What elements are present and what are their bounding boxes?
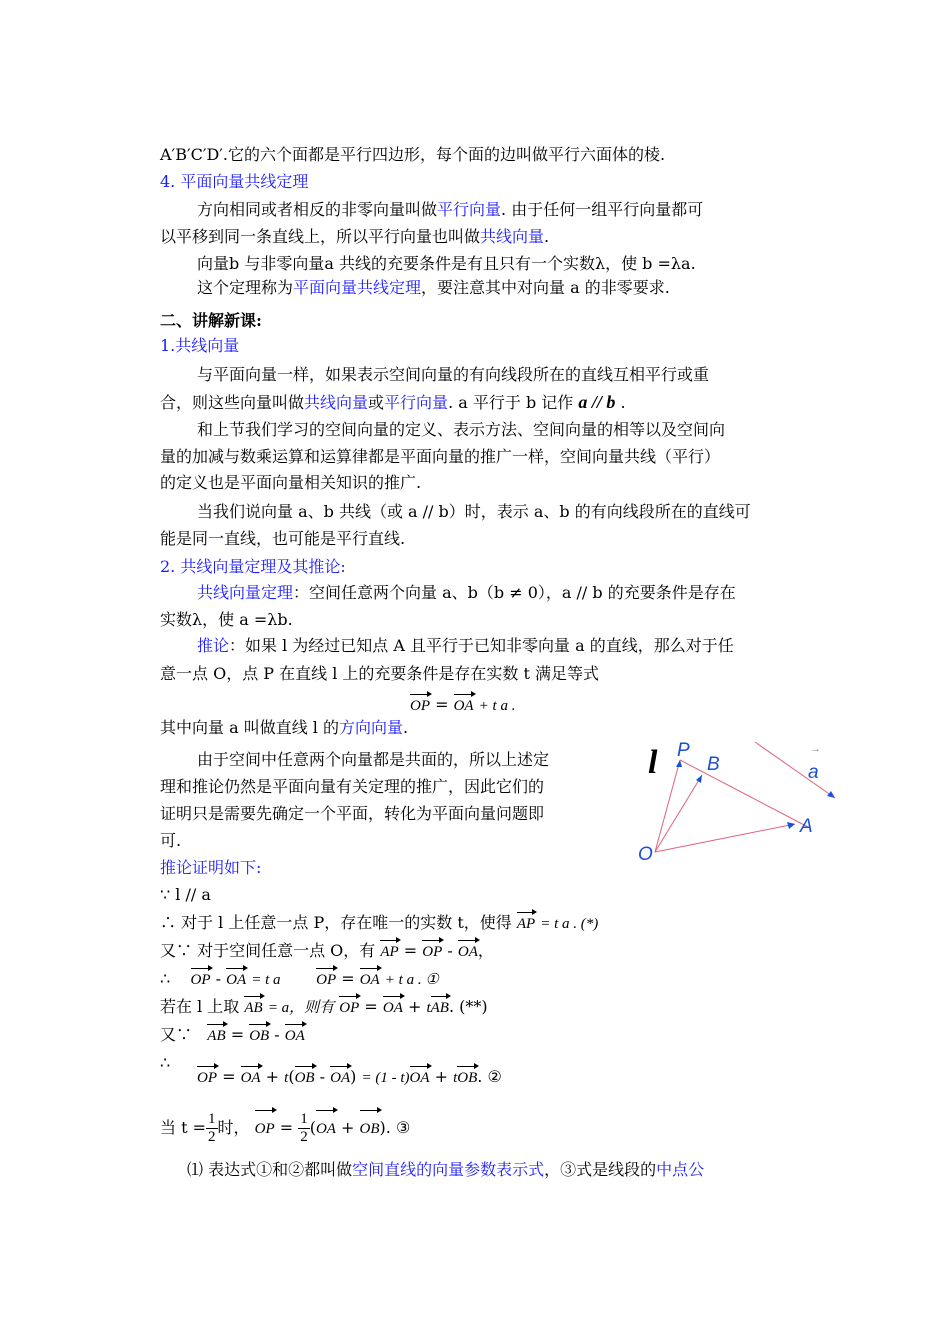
paragraph-line: 向量b 与非零向量a 共线的充要条件是有且只有一个实数λ，使 b =λa. bbox=[197, 254, 696, 273]
label-b: B bbox=[707, 754, 720, 775]
term-collinear-vector: 共线向量 bbox=[480, 227, 545, 246]
paragraph-line: 以平移到同一条直线上，所以平行向量也叫做共线向量. bbox=[160, 227, 550, 246]
term-parallel-vector: 平行向量 bbox=[437, 200, 502, 219]
proof-line: ∴ OP - OA = t a OP = OA + t a . ① bbox=[160, 969, 439, 988]
heading-4: 4. 平面向量共线定理 bbox=[160, 172, 309, 191]
label-p: P bbox=[677, 740, 690, 761]
vector-a-line bbox=[755, 742, 835, 798]
proof-line: 若在 l 上取 AB = a，则有 OP = OA + tAB. (**) bbox=[160, 997, 488, 1016]
line-l bbox=[680, 760, 808, 827]
arrowhead bbox=[787, 822, 795, 829]
paragraph-line: 可. bbox=[160, 831, 182, 850]
segment-oa bbox=[655, 824, 795, 852]
paragraph-line: 理和推论仍然是平面向量有关定理的推广，因此它们的 bbox=[160, 777, 545, 796]
paragraph-line: 推论：如果 l 为经过已知点 A 且平行于已知非零向量 a 的直线，那么对于任 bbox=[197, 636, 734, 655]
paragraph-line: 的定义也是平面向量相关知识的推广. bbox=[160, 473, 422, 492]
paragraph-line: ⑴ 表达式①和②都叫做空间直线的向量参数表示式，③式是线段的中点公 bbox=[187, 1160, 705, 1179]
arrowhead bbox=[696, 775, 702, 783]
term-theorem: 共线向量定理 bbox=[197, 583, 294, 602]
segment-op bbox=[655, 760, 680, 852]
proof-line: 当 t = $\frac{1}{2}$ 时， OP = $\frac{1}{2}$ (OA + OB). ③ bbox=[160, 1111, 411, 1145]
subsection-heading: 2. 共线向量定理及其推论: bbox=[160, 557, 346, 576]
proof-line: ∴ bbox=[160, 1053, 171, 1072]
section-heading: 二、讲解新课: bbox=[160, 311, 262, 330]
paragraph-line: 与平面向量一样，如果表示空间向量的有向线段所在的直线互相平行或重 bbox=[197, 365, 710, 384]
paragraph-line: 方向相同或者相反的非零向量叫做平行向量. 由于任何一组平行向量都可 bbox=[197, 200, 704, 219]
equation: OP = OA + t(OB - OA) = (1 - t)OA + tOB. ② bbox=[197, 1067, 502, 1086]
label-o: O bbox=[638, 844, 653, 865]
fraction-half: $\frac{1}{2}$ bbox=[208, 1111, 216, 1145]
paragraph-line: 由于空间中任意两个向量都是共面的，所以上述定 bbox=[197, 750, 550, 769]
term-direction-vector: 方向向量 bbox=[339, 718, 404, 737]
paragraph-line: A′B′C′D′.它的六个面都是平行四边形，每个面的边叫做平行六面体的棱. bbox=[160, 145, 666, 164]
proof-heading: 推论证明如下: bbox=[160, 858, 262, 877]
notation-parallel: a // b bbox=[578, 392, 616, 412]
proof-line: 又∵ 对于空间任意一点 O，有 AP = OP - OA， bbox=[160, 941, 494, 960]
paragraph-line: 其中向量 a 叫做直线 l 的方向向量. bbox=[160, 718, 409, 737]
label-l: l bbox=[648, 744, 658, 781]
arrowhead bbox=[827, 791, 835, 798]
proof-line: ∴ 对于 l 上任意一点 P，存在唯一的实数 t，使得 AP = t a . (*) bbox=[160, 913, 599, 932]
paragraph-line: 证明只是需要先确定一个平面，转化为平面向量问题即 bbox=[160, 804, 545, 823]
term-midpoint: 中点公 bbox=[656, 1160, 705, 1179]
paragraph-line: 意一点 O，点 P 在直线 l 上的充要条件是存在实数 t 满足等式 bbox=[160, 664, 600, 683]
paragraph-line: 实数λ，使 a =λb. bbox=[160, 610, 293, 629]
segment-ob bbox=[655, 775, 702, 852]
term-plane-theorem: 平面向量共线定理 bbox=[293, 278, 422, 297]
paragraph-line: 共线向量定理：空间任意两个向量 a、b（b ≠ 0），a // b 的充要条件是存在 bbox=[197, 583, 736, 602]
label-a-point: A bbox=[800, 816, 813, 837]
subsection-heading: 1.共线向量 bbox=[160, 336, 240, 355]
equation: OP = OA + t a . bbox=[410, 695, 516, 714]
paragraph-line: 能是同一直线，也可能是平行直线. bbox=[160, 529, 406, 548]
vector-diagram bbox=[630, 730, 840, 870]
paragraph-line: 量的加减与数乘运算和运算律都是平面向量的推广一样，空间向量共线（平行） bbox=[160, 447, 721, 466]
paragraph-line: 合，则这些向量叫做共线向量或平行向量. a 平行于 b 记作 a // b . bbox=[160, 392, 626, 412]
proof-line: ∵ l // a bbox=[160, 885, 211, 904]
paragraph-line: 当我们说向量 a、b 共线（或 a // b）时，表示 a、b 的有向线段所在的直线可 bbox=[197, 502, 751, 521]
paragraph-line: 和上节我们学习的空间向量的定义、表示方法、空间向量的相等以及空间向 bbox=[197, 420, 726, 439]
vector-arrow-mark: → bbox=[810, 743, 821, 755]
paragraph-line: 这个定理称为平面向量共线定理，要注意其中对向量 a 的非零要求. bbox=[197, 278, 670, 297]
term-corollary: 推论 bbox=[197, 636, 230, 655]
term-param-form: 空间直线的向量参数表示式 bbox=[352, 1160, 545, 1179]
label-vector-a: a bbox=[808, 762, 819, 783]
proof-line: 又∵ AB = OB - OA bbox=[160, 1025, 305, 1044]
